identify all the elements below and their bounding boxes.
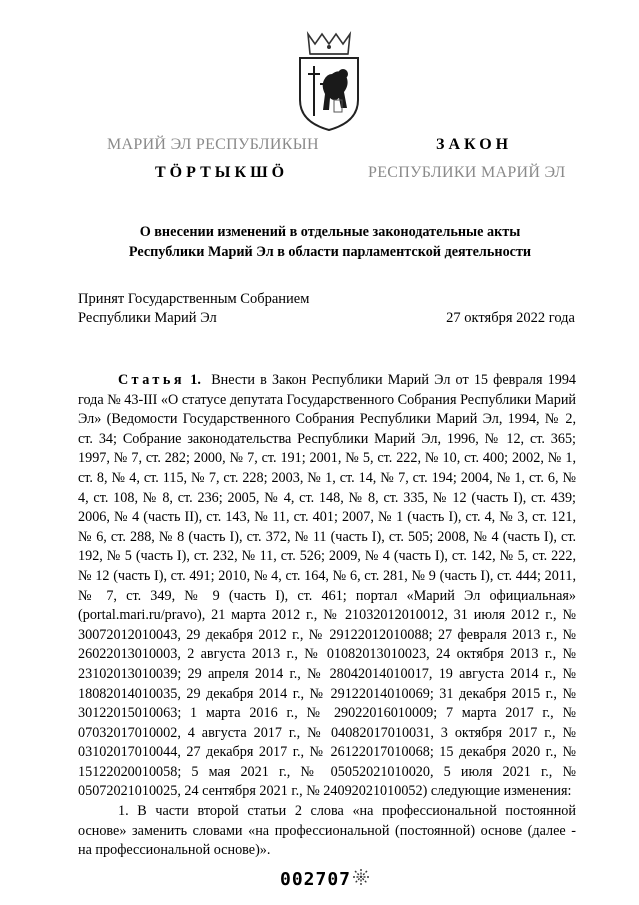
article-1-text: Внести в Закон Республики Марий Эл от 15 февраля 1994 года № 43-III «О статусе депутата Государственного Собрания Республики Марий Эл» (Ведомости Государственного Собрания Республики Марий Эл, 1994, № 2, ст. 34; Собрание законодательства Республики Марий Эл, 1996, № 12, ст. 365; 1997, № 7, ст. 282; 2000, № 7, ст. 191; 2001, № 5, ст. 222, № 10, ст. 400; 2002, № 1, ст. 8, № 4, ст. 115, № 7, ст. 228; 2003, № 1, ст. 14, № 7, ст. 194; 2004, № 1, ст. 6, № 4, ст. 108, № 8, ст. 236; 2005, № 4, ст. 148, № 8, ст. 335, № 12 (часть I), ст. 439; 2006, № 4 (часть II), ст. 143, № 11, ст. 401; 2007, № 1 (часть I), ст. 4, № 3, ст. 121, № 6, ст. 288, № 8 (часть I), ст. 372, № 11 (часть I), ст. 505; 2008, № 4 (часть I), ст. 192, № 5 (часть I), ст. 232, № 11, ст. 526; 2009, № 4 (часть I), ст. 142, № 5, ст. 222, № 12 (часть I), ст. 491; 2010, № 4, ст. 164, № 6, ст. 281, № 9 (часть I), ст. 444; 2011, № 7, ст. 349, № 9 (часть I), ст. 461; портал «Марий Эл официальная» (portal.mari.ru/pravo), 21 марта 2012 г., № 21032012010012, 31 июля 2012 г., № 30072012010043, 29 декабря 2012 г., № 29122012010088; 27 февраля 2013 г., № 26022013010003, 2 августа 2013 г., № 01082013010023, 24 октября 2013 г., № 23102013010039; 29 апреля 2014 г., № 28042014010017, 19 августа 2014 г., № 18082014010035, 29 декабря 2014 г., № 29122014010069; 31 декабря 2015 г., № 30122015010063; 1 марта 2016 г., № 29022016010009; 7 марта 2017 г., № 07032017010002, 4 августа 2017 г., № 04082017010031, 3 октября 2017 г., № 03102017010044, 27 декабря 2017 г., № 26122017010068; 15 декабря 2020 г., № 15122020010058; 5 мая 2021 г., № 05052021010020, 5 июля 2021 г., № 05072021010025, 24 сентября 2021 г., № 24092021010052) следующие изменения: [78, 372, 577, 800]
article-1 [78, 371, 576, 861]
header-marij-el-republic: МАРИЙ ЭЛ РЕСПУБЛИКЫН [107, 136, 319, 153]
article-number: 1. [190, 372, 201, 388]
adopted-by-line2: Республики Марий Эл [78, 310, 217, 326]
header-republic-marij-el: РЕСПУБЛИКИ МАРИЙ ЭЛ [368, 164, 566, 181]
asterisk-mark-icon [351, 867, 371, 887]
adoption-date: 27 октября 2022 года [446, 310, 575, 326]
header-tortykshe: ТӦРТЫКШӦ [155, 164, 289, 181]
law-title-line2: Республики Марий Эл в области парламентской деятельности [128, 244, 532, 260]
adopted-by-line1: Принят Государственным Собранием [78, 291, 310, 307]
article-label: Статья [118, 372, 186, 388]
article-1-body [78, 371, 576, 802]
article-1-item-1: 1. В части второй статьи 2 слова «на профессиональной постоянной основе» заменить словами «на профессиональной (постоянной) основе (далее - на профессиональной основе)». [78, 803, 576, 859]
document-serial-number: 002707 [280, 869, 352, 890]
header-zakon: ЗАКОН [436, 136, 513, 153]
adopted-by [78, 290, 309, 328]
coat-of-arms-emblem [294, 30, 364, 134]
law-title [60, 222, 600, 262]
law-title-line1: О внесении изменений в отдельные законодательные акты [139, 224, 521, 240]
